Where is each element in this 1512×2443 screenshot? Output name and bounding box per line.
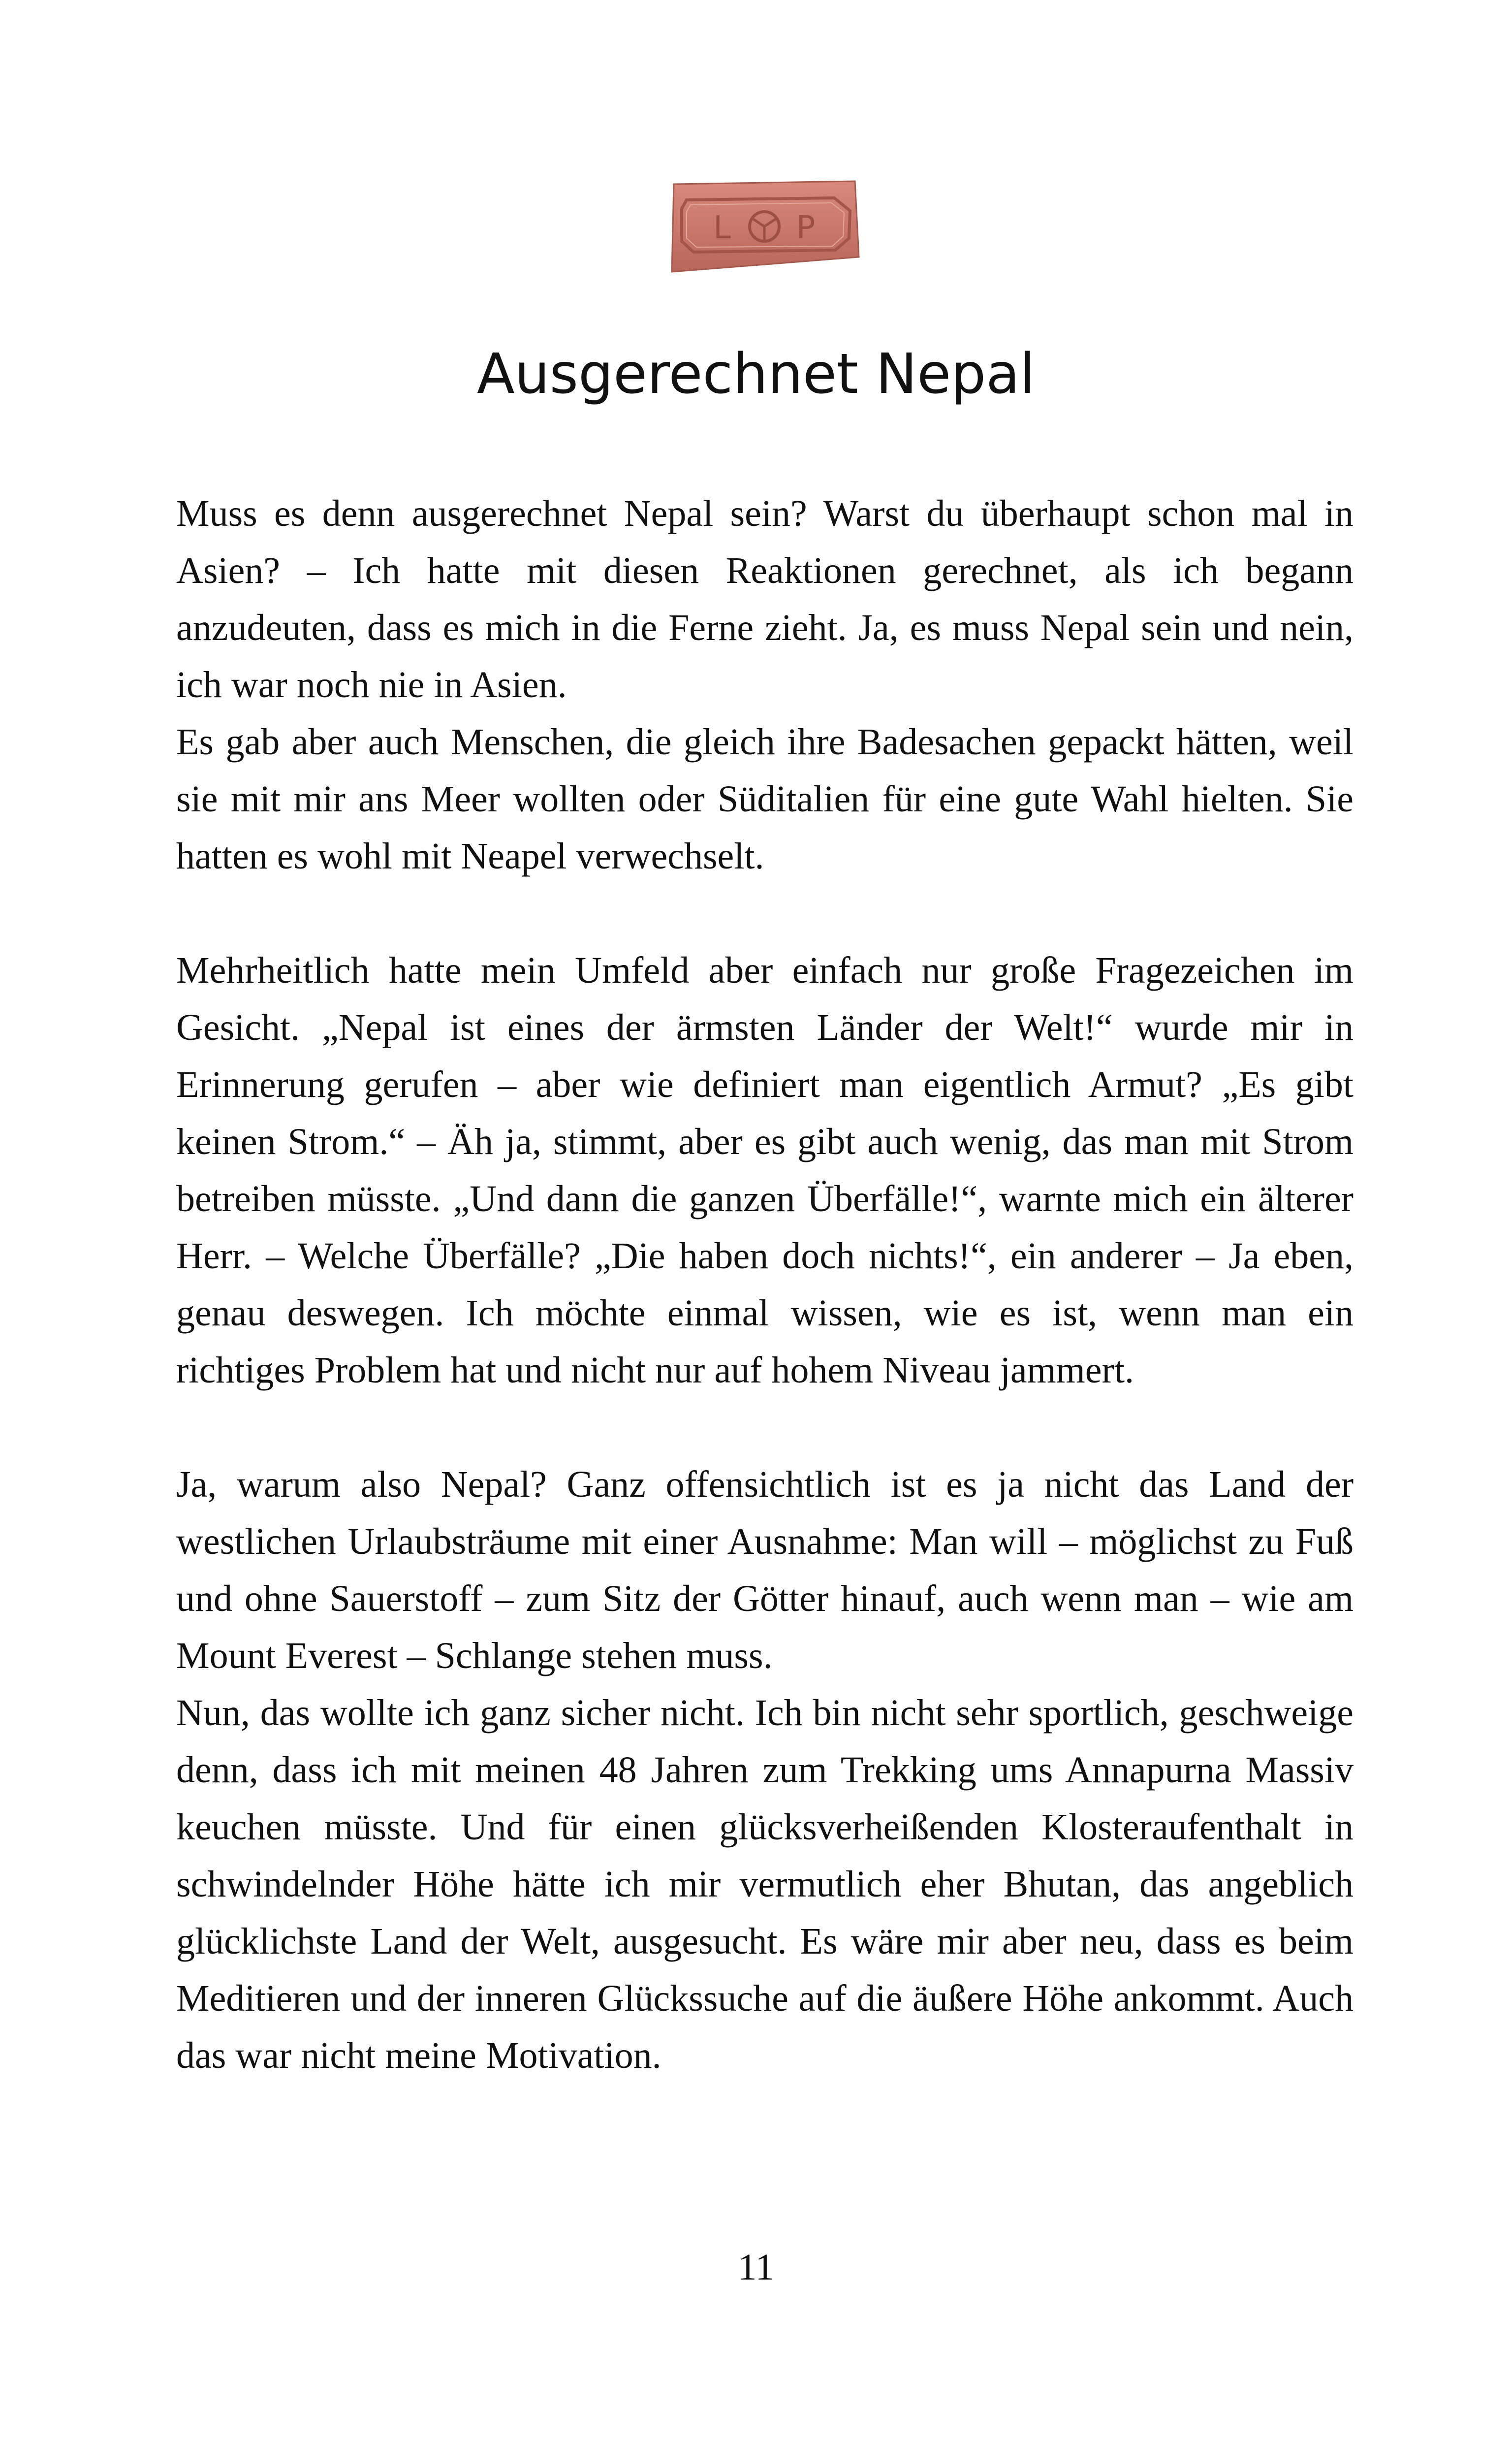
paragraph: Mehrheitlich hatte mein Umfeld aber einfach nur große Fragezeichen im Gesicht. „Nepal ist eines der ärmsten Länder der Welt!“ wurde mir in Erinnerung gerufen – aber wie definiert man eigentlich Armut? „Es gibt keinen Strom.“ – Äh ja, stimmt, aber es gibt auch wenig, das man mit Strom betreiben müsste. „Und dann die ganzen Überfälle!“, warnte mich ein älterer Herr. – Welche Überfälle? „Die haben doch nichts!“, ein anderer – Ja eben, genau deswegen. Ich möchte einmal wissen, wie es ist, wenn man ein richtiges Problem hat und nicht nur auf hohem Niveau jammert.	[176, 950, 1354, 1391]
paragraph-gap	[176, 885, 1354, 942]
paragraph: Muss es denn ausgerechnet Nepal sein? Warst du überhaupt schon mal in Asien? – Ich hatte mit diesen Reaktionen gerechnet, als ich begann anzudeuten, dass es mich in die Ferne zieht. Ja, es muss Nepal sein und nein, ich war noch nie in Asien.	[176, 493, 1354, 706]
chapter-body	[176, 485, 1354, 2084]
chapter-title: Ausgerechnet Nepal	[477, 342, 1035, 406]
brick-logo-icon	[667, 178, 862, 276]
paragraph-gap	[176, 1399, 1354, 1456]
logo-letter-left: L	[713, 210, 731, 246]
paragraph: Nun, das wollte ich ganz sicher nicht. Ich bin nicht sehr sportlich, geschweige denn, dass ich mit meinen 48 Jahren zum Trekking ums Annapurna Massiv keuchen müsste. Und für einen glücksverheißenden Klosteraufenthalt in schwindelnder Höhe hätte ich mir vermutlich eher Bhutan, das angeblich glücklichste Land der Welt, ausgesucht. Es wäre mir aber neu, dass es beim Meditieren und der inneren Glückssuche auf die äußere Höhe ankommt. Auch das war nicht meine Motivation.	[176, 1692, 1354, 2076]
paragraph: Ja, warum also Nepal? Ganz offensichtlich ist es ja nicht das Land der westlichen Urlaubsträume mit einer Ausnahme: Man will – möglichst zu Fuß und ohne Sauerstoff – zum Sitz der Götter hinauf, auch wenn man – wie am Mount Everest – Schlange stehen muss.	[176, 1464, 1354, 1676]
page-number: 11	[738, 2247, 774, 2288]
brick-logo	[667, 178, 862, 276]
logo-letter-right: P	[796, 210, 816, 246]
paragraph: Es gab aber auch Menschen, die gleich ihre Badesachen gepackt hätten, weil sie mit mir ans Meer wollten oder Süditalien für eine gute Wahl hielten. Sie hatten es wohl mit Neapel verwechselt.	[176, 721, 1354, 877]
